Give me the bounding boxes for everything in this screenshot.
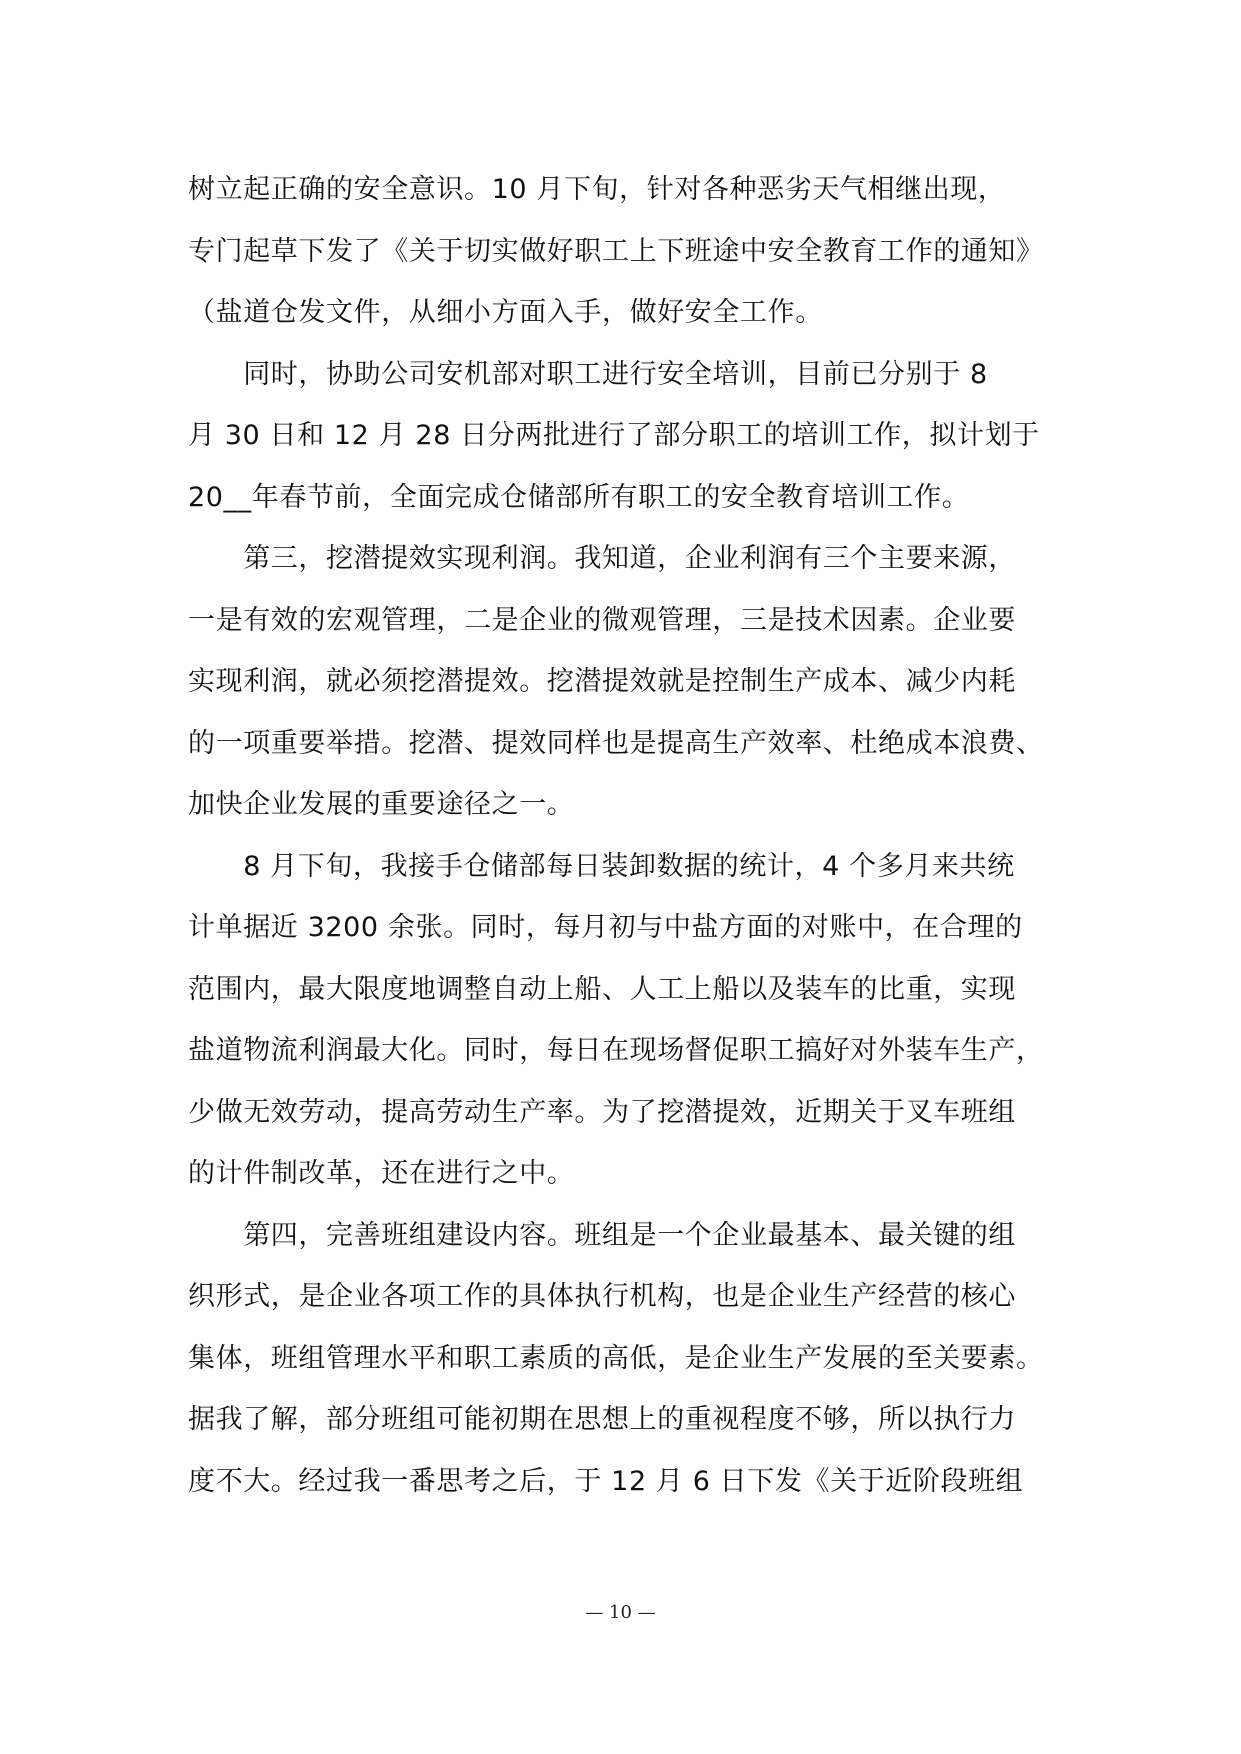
text-line: 同时，协助公司安机部对职工进行安全培训，目前已分别于 8 — [188, 358, 988, 390]
body-text — [188, 159, 1058, 1512]
text-line: 实现利润，就必须挖潜提效。挖潜提效就是控制生产成本、减少内耗 — [188, 666, 1016, 697]
text-line: 织形式，是企业各项工作的具体执行机构，也是企业生产经营的核心 — [188, 1281, 1016, 1312]
text-line: 第三，挖潜提效实现利润。我知道，企业利润有三个主要来源， — [188, 543, 1016, 574]
text-line: 盐道物流利润最大化。同时，每日在现场督促职工搞好对外装车生产， — [188, 1035, 1044, 1066]
text-line: 一是有效的宏观管理，二是企业的微观管理，三是技术因素。企业要 — [188, 604, 1016, 636]
text-line: 加快企业发展的重要途径之一。 — [188, 789, 575, 820]
text-line: 第四，完善班组建设内容。班组是一个企业最基本、最关键的组 — [188, 1219, 1016, 1251]
page-number: — 10 — — [585, 1602, 656, 1623]
text-line: 集体，班组管理水平和职工素质的高低，是企业生产发展的至关要素。 — [188, 1342, 1044, 1374]
text-line: 树立起正确的安全意识。10 月下旬，针对各种恶劣天气相继出现， — [188, 174, 1006, 205]
text-line: 计单据近 3200 余张。同时，每月初与中盐方面的对账中，在合理的 — [188, 912, 1023, 943]
text-line: 20__年春节前，全面完成仓储部所有职工的安全教育培训工作。 — [188, 481, 970, 513]
text-line: 的计件制改革，还在进行之中。 — [188, 1158, 575, 1189]
text-line: 度不大。经过我一番思考之后，于 12 月 6 日下发《关于近阶段班组 — [188, 1465, 1024, 1497]
text-line: 据我了解，部分班组可能初期在思想上的重视程度不够，所以执行力 — [188, 1404, 1016, 1435]
text-line: 月 30 日和 12 月 28 日分两批进行了部分职工的培训工作，拟计划于 — [188, 420, 1040, 451]
text-line: 专门起草下发了《关于切实做好职工上下班途中安全教育工作的通知》 — [188, 235, 1044, 267]
text-line: 的一项重要举措。挖潜、提效同样也是提高生产效率、杜绝成本浪费、 — [188, 727, 1044, 759]
text-line: （盐道仓发文件，从细小方面入手，做好安全工作。 — [188, 297, 823, 328]
text-line: 范围内，最大限度地调整自动上船、人工上船以及装车的比重，实现 — [188, 973, 1016, 1005]
text-line: 8 月下旬，我接手仓储部每日装卸数据的统计，4 个多月来共统 — [188, 850, 1015, 882]
text-line: 少做无效劳动，提高劳动生产率。为了挖潜提效，近期关于叉车班组 — [188, 1096, 1016, 1128]
